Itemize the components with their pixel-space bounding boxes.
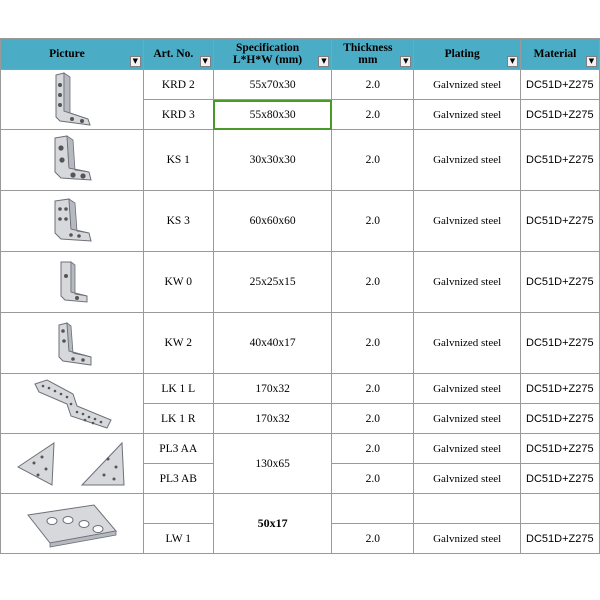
spec-cell[interactable]: 40x40x17 [213, 313, 332, 374]
material-cell[interactable]: DC51D+Z275 [521, 252, 600, 313]
plating-cell[interactable]: Galvnized steel [414, 313, 521, 374]
header-thickness[interactable]: Thickness mm ▼ [332, 39, 414, 70]
table-row [1, 130, 600, 191]
filter-dropdown-icon[interactable]: ▼ [200, 56, 211, 67]
thickness-cell[interactable]: 2.0 [332, 252, 414, 313]
plating-cell[interactable] [414, 494, 521, 524]
plating-cell[interactable]: Galvnized steel [414, 252, 521, 313]
filter-dropdown-icon[interactable]: ▼ [318, 56, 329, 67]
thickness-cell[interactable]: 2.0 [332, 464, 414, 494]
picture-cell[interactable] [1, 130, 144, 191]
thickness-cell[interactable]: 2.0 [332, 70, 414, 100]
material-cell[interactable]: DC51D+Z275 [521, 404, 600, 434]
material-cell[interactable]: DC51D+Z275 [521, 313, 600, 374]
material-cell[interactable]: DC51D+Z275 [521, 464, 600, 494]
plating-cell[interactable]: Galvnized steel [414, 374, 521, 404]
table-row [1, 70, 600, 100]
plating-cell[interactable]: Galvnized steel [414, 70, 521, 100]
spreadsheet-table [0, 38, 600, 554]
triangle-plate-pl3-image [12, 437, 132, 491]
angle-bracket-ks1-image [47, 134, 97, 186]
material-cell[interactable] [521, 494, 600, 524]
filter-dropdown-icon[interactable]: ▼ [507, 56, 518, 67]
art-no-cell[interactable]: LK 1 R [143, 404, 213, 434]
thickness-cell[interactable]: 2.0 [332, 313, 414, 374]
spec-cell[interactable]: 170x32 [213, 374, 332, 404]
table-row [1, 313, 600, 374]
flat-plate-lw1-image [24, 499, 120, 549]
filter-dropdown-icon[interactable]: ▼ [586, 56, 597, 67]
header-plating[interactable]: Plating ▼ [414, 39, 521, 70]
material-cell[interactable]: DC51D+Z275 [521, 70, 600, 100]
art-no-cell[interactable]: KS 3 [143, 191, 213, 252]
art-no-cell[interactable]: KW 0 [143, 252, 213, 313]
material-cell[interactable]: DC51D+Z275 [521, 100, 600, 130]
picture-cell[interactable] [1, 252, 144, 313]
picture-cell[interactable] [1, 374, 144, 434]
art-no-cell[interactable]: PL3 AB [143, 464, 213, 494]
header-picture[interactable]: Picture ▼ [1, 39, 144, 70]
spec-cell[interactable]: 130x65 [213, 434, 332, 494]
spec-cell[interactable]: 60x60x60 [213, 191, 332, 252]
plating-cell[interactable]: Galvnized steel [414, 404, 521, 434]
material-cell[interactable]: DC51D+Z275 [521, 374, 600, 404]
table-row [1, 434, 600, 464]
plating-cell[interactable]: Galvnized steel [414, 524, 521, 554]
thickness-cell[interactable]: 2.0 [332, 130, 414, 191]
plating-cell[interactable]: Galvnized steel [414, 434, 521, 464]
art-no-cell[interactable]: PL3 AA [143, 434, 213, 464]
picture-cell[interactable] [1, 434, 144, 494]
thickness-cell[interactable]: 2.0 [332, 404, 414, 434]
spec-cell-selected[interactable]: 55x80x30 [213, 100, 332, 130]
header-specification[interactable]: Specification L*H*W (mm) ▼ [213, 39, 332, 70]
header-row [1, 39, 600, 70]
picture-cell[interactable] [1, 494, 144, 554]
angle-bracket-ks3-image [47, 195, 97, 247]
table-row [1, 191, 600, 252]
thickness-cell[interactable]: 2.0 [332, 191, 414, 252]
art-no-cell[interactable]: LK 1 L [143, 374, 213, 404]
filter-dropdown-icon[interactable]: ▼ [400, 56, 411, 67]
spec-cell[interactable]: 25x25x15 [213, 252, 332, 313]
material-cell[interactable]: DC51D+Z275 [521, 191, 600, 252]
art-no-cell[interactable] [143, 494, 213, 524]
art-no-cell[interactable]: KW 2 [143, 313, 213, 374]
table-row [1, 494, 600, 524]
table-row [1, 374, 600, 404]
art-no-cell[interactable]: KRD 3 [143, 100, 213, 130]
perforated-plate-lk1-image [27, 376, 117, 432]
plating-cell[interactable]: Galvnized steel [414, 464, 521, 494]
thickness-cell[interactable]: 2.0 [332, 524, 414, 554]
thickness-cell[interactable]: 2.0 [332, 434, 414, 464]
picture-cell[interactable] [1, 313, 144, 374]
angle-bracket-kw0-image [47, 256, 97, 308]
header-material[interactable]: Material ▼ [521, 39, 600, 70]
art-no-cell[interactable]: KRD 2 [143, 70, 213, 100]
spec-cell[interactable]: 55x70x30 [213, 70, 332, 100]
material-cell[interactable]: DC51D+Z275 [521, 434, 600, 464]
plating-cell[interactable]: Galvnized steel [414, 100, 521, 130]
angle-bracket-krd-image [42, 71, 102, 129]
art-no-cell[interactable]: LW 1 [143, 524, 213, 554]
picture-cell[interactable] [1, 70, 144, 130]
spec-cell[interactable]: 30x30x30 [213, 130, 332, 191]
material-cell[interactable]: DC51D+Z275 [521, 524, 600, 554]
picture-cell[interactable] [1, 191, 144, 252]
filter-dropdown-icon[interactable]: ▼ [130, 56, 141, 67]
thickness-cell[interactable]: 2.0 [332, 100, 414, 130]
angle-bracket-kw2-image [47, 317, 97, 369]
table-row [1, 252, 600, 313]
material-cell[interactable]: DC51D+Z275 [521, 130, 600, 191]
spec-cell[interactable]: 170x32 [213, 404, 332, 434]
art-no-cell[interactable]: KS 1 [143, 130, 213, 191]
thickness-cell[interactable]: 2.0 [332, 374, 414, 404]
thickness-cell[interactable] [332, 494, 414, 524]
plating-cell[interactable]: Galvnized steel [414, 191, 521, 252]
header-art-no[interactable]: Art. No. ▼ [143, 39, 213, 70]
plating-cell[interactable]: Galvnized steel [414, 130, 521, 191]
spec-cell[interactable]: 50x17 [213, 494, 332, 554]
